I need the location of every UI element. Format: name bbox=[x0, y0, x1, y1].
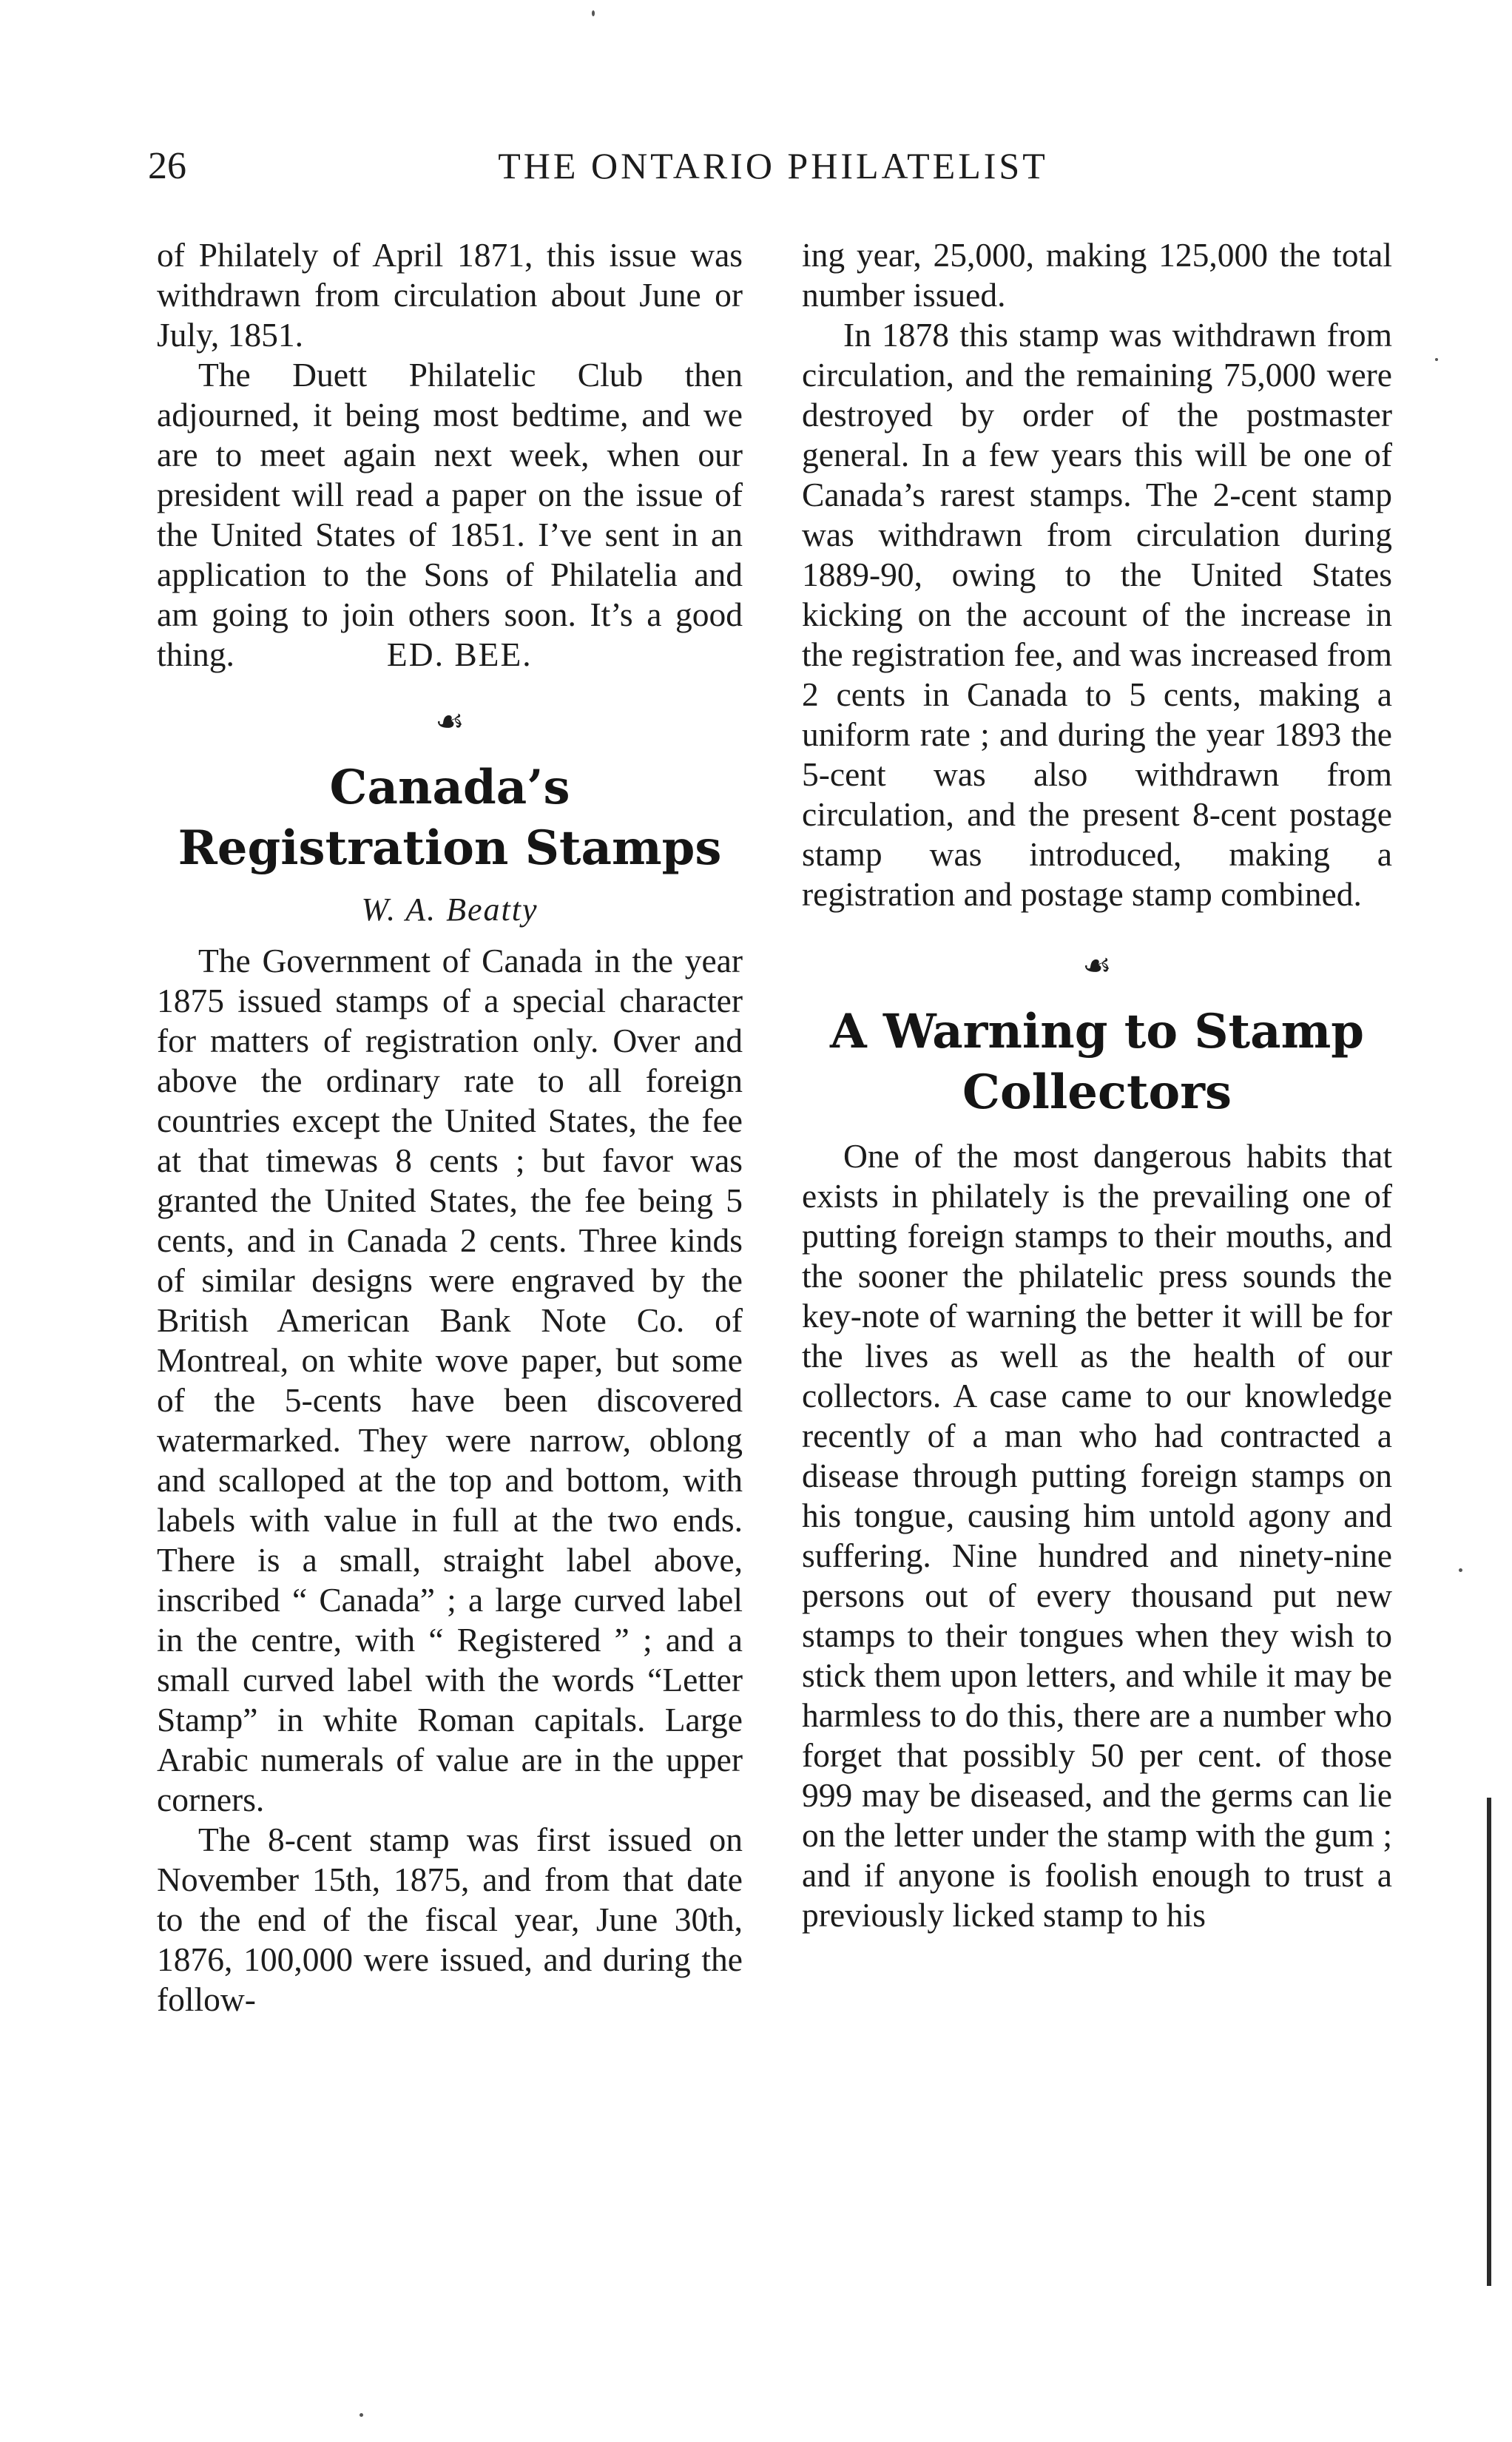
continued-paragraph: of Philately of April 1871, this issue was withdrawn from circulation about June or July, 1851. bbox=[157, 236, 743, 354]
article-paragraph: One of the most dangerous habits that exists in philately is the prevailing one of putting foreign stamps to their mouths, and the sooner the philatelic press sounds the key-note of warning the better it will be for the lives as well as the health of our collectors. A case came to our knowledge recently of a man who had contracted a disease through putting foreign stamps on his tongue, causing him untold agony and suffering. Nine hundred and ninety-nine persons out of every thousand put new stamps to their tongues when they wish to stick them upon letters, and while it may be harmless to do this, there are a number who forget that possibly 50 per cent. of those 999 may be diseased, and the germs can lie on the letter under the stamp with the gum ; and if anyone is foolish enough to trust a previously licked stamp to his bbox=[802, 1137, 1392, 1934]
right-column bbox=[802, 235, 1392, 1935]
section-ornament-icon: ☙ bbox=[1082, 948, 1112, 984]
paper-speck bbox=[1435, 358, 1438, 361]
paper-speck bbox=[592, 10, 595, 16]
section-ornament-icon: ☙ bbox=[435, 704, 465, 740]
left-column bbox=[157, 235, 743, 2020]
continued-paragraph: ing year, 25,000, making 125,000 the total number issued. bbox=[802, 236, 1392, 314]
club-paragraph bbox=[157, 355, 743, 675]
article-paragraph: The 8-cent stamp was first issued on November 15th, 1875, and from that date to the end of the fiscal year, June 30th, 1876, 100,000 were issued, and during the follow- bbox=[157, 1821, 743, 2018]
club-paragraph-text: The Duett Philatelic Club then adjourned, it being most bedtime, and we are to meet again next week, when our president will read a paper on the issue of the United States of 1851. I’ve sent in an application to the Sons of Philatelia and am going to join others soon. It’s a good thing. bbox=[157, 356, 743, 673]
page-number: 26 bbox=[148, 145, 186, 187]
page-edge-shadow bbox=[1487, 1798, 1491, 2286]
paper-speck bbox=[1459, 1568, 1462, 1572]
article-title-warning: A Warning to Stamp Collectors bbox=[829, 1004, 1365, 1120]
article-paragraph: The Government of Canada in the year 1875 issued stamps of a special character for matters of registration only. Over and above the ordinary rate to all foreign countries except the United States, the fee at that timewas 8 cents ; but favor was granted the United States, the fee being 5 cents, and in Canada 2 cents. Three kinds of similar designs were engraved by the British American Bank Note Co. of Montreal, on white wove paper, but some of the 5-cents have been discovered watermarked. They were narrow, oblong and scalloped at the top and bottom, with labels with value in full at the two ends. There is a small, straight label above, inscribed “ Canada” ; a large curved label in the centre, with “ Registered ” ; and a small curved label with the words “Letter Stamp” in white Roman capitals. Large Arabic numerals of value are in the upper corners. bbox=[157, 942, 743, 1818]
running-head bbox=[148, 144, 1398, 196]
editor-signature: ED. BEE. bbox=[386, 635, 533, 673]
paper-speck bbox=[360, 2413, 363, 2417]
article-byline: W. A. Beatty bbox=[361, 891, 539, 928]
article-title-registration-stamps: Canada’s Registration Stamps bbox=[178, 760, 722, 876]
article-paragraph: In 1878 this stamp was withdrawn from circulation, and the remaining 75,000 were destroyed by order of the postmaster general. In a few years this will be one of Canada’s rarest stamps. The 2-cent stamp was withdrawn from circulation during 1889-90, owing to the United States kicking on the account of the increase in the registration fee, and was increased from 2 cents in Canada to 5 cents, making a uniform rate ; and during the year 1893 the 5-cent was also withdrawn from circulation, and the present 8-cent postage stamp was introduced, making a registration and postage stamp combined. bbox=[802, 316, 1392, 913]
journal-title: THE ONTARIO PHILATELIST bbox=[498, 145, 1048, 186]
